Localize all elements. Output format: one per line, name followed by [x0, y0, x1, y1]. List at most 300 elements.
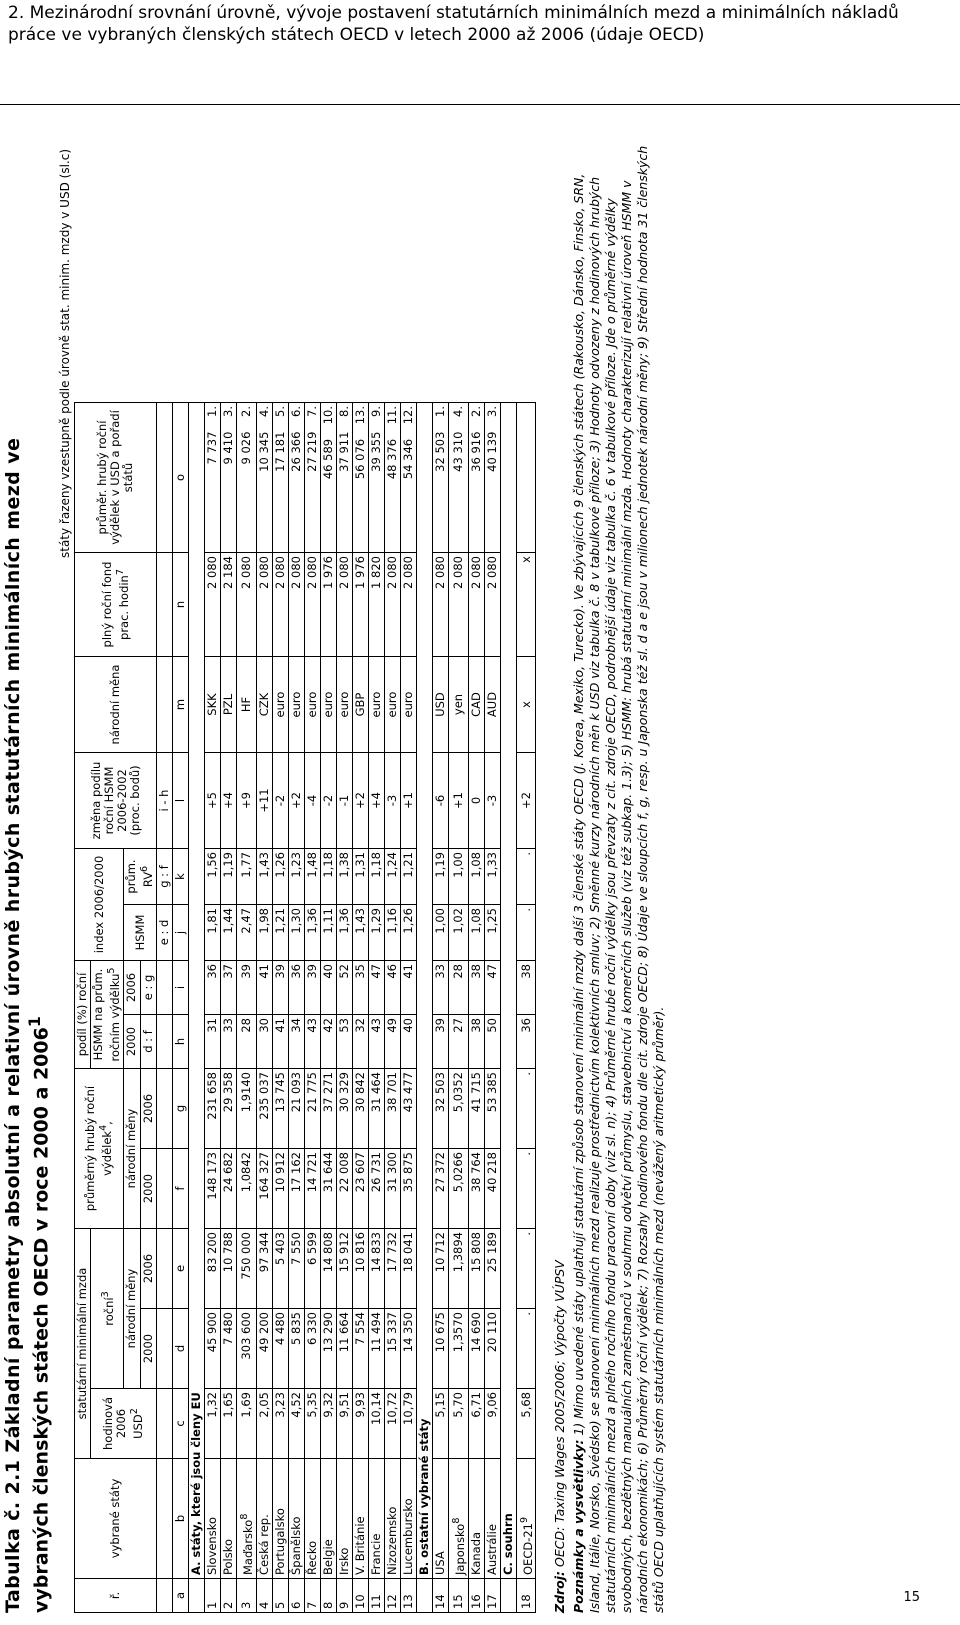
table-cell: 2 080 [400, 553, 416, 657]
th-share-sub: HSMM na prům. ročním výdělku$^5$ [91, 961, 124, 1069]
column-letter: a [172, 1579, 188, 1613]
table-row [368, 403, 384, 1613]
table-row [236, 403, 256, 1613]
table-cell: 24 682 [220, 1149, 236, 1229]
th-currency: národní měna [75, 657, 157, 753]
table-cell: 56 076 13. [352, 403, 368, 553]
table-cell: 1,69 [236, 1389, 256, 1459]
th-states: vybrané státy [75, 1459, 157, 1579]
table-cell: +4 [220, 753, 236, 849]
th-mw-group: statutární minimální mzda [75, 1229, 91, 1459]
table-cell: 1,24 [384, 849, 400, 905]
table-cell: euro [288, 657, 304, 753]
table-cell: 1 976 [320, 553, 336, 657]
table-cell: 303 600 [236, 1309, 256, 1389]
table-cell: 53 385 [484, 1069, 500, 1149]
table-cell: 46 [384, 961, 400, 1015]
table-cell: 2 080 [336, 553, 352, 657]
table-cell: CAD [468, 657, 484, 753]
table-cell: -4 [304, 753, 320, 849]
table-cell: 1,3894 [448, 1229, 468, 1309]
table-cell: . [516, 1229, 536, 1309]
table-cell: 31 464 [368, 1069, 384, 1149]
table-cell: 2 080 [448, 553, 468, 657]
table-cell: 15 808 [468, 1229, 484, 1309]
table-cell: 20 110 [484, 1309, 500, 1389]
column-letter: k [172, 849, 188, 905]
table-cell: 6 599 [304, 1229, 320, 1309]
table-cell: 40 [320, 961, 336, 1015]
th-index-group: index 2006/2000 [75, 849, 124, 961]
table-cell: 43 [368, 1015, 384, 1069]
table-cell: 1,21 [272, 905, 288, 961]
state-name: Belgie [320, 1459, 336, 1579]
th-annual-2006: 2006 [140, 1229, 156, 1309]
table-cell: +2 [516, 753, 536, 849]
th-share-group: podíl (%) roční [75, 961, 91, 1069]
table-cell: 1,26 [272, 849, 288, 905]
table-cell: 30 329 [336, 1069, 352, 1149]
table-cell: 2 080 [288, 553, 304, 657]
table-cell: 2 080 [272, 553, 288, 657]
table-cell: 2 080 [204, 553, 220, 657]
table-cell: 48 376 11. [384, 403, 400, 553]
table-row [468, 403, 484, 1613]
row-number: 17 [484, 1579, 500, 1613]
table-cell: 1,19 [432, 849, 448, 905]
table-cell: 83 200 [204, 1229, 220, 1309]
table-cell: HF [236, 657, 256, 753]
table-row [220, 403, 236, 1613]
state-name: OECD-$21^9$ [516, 1459, 536, 1579]
table-cell: 1,18 [368, 849, 384, 905]
table-cell: 41 [272, 1015, 288, 1069]
table-cell: -3 [484, 753, 500, 849]
row-number: 7 [304, 1579, 320, 1613]
section-title: B. ostatní vybrané státy [416, 403, 432, 1579]
table-cell: yen [448, 657, 468, 753]
column-letter: l [172, 753, 188, 849]
table-cell: 1,77 [236, 849, 256, 905]
th-formula-ed: e : d [156, 905, 172, 961]
state-name: Kanada [468, 1459, 484, 1579]
table-cell: +4 [368, 753, 384, 849]
table-row [384, 403, 400, 1613]
notes-paragraph: Poznámky a vysvětlivky: 1) Mimo uvedené státy uplatňují statutární způsob stanovení minimální mzdy další 3 členské státy OECD (J. Korea, Mexiko, Turecko). Ve zbývajících 9 členských státech (Rakousko, Dánsko, Finsko, SRN, Island, Itálie, Norsko, Švédsko) se stanovení minimálních mezd realizuje prostřednictvím kolektivních smluv; 2) Směnné kurzy národních měn k USD viz tabulka č. 8 v tabulkové příloze; 3) Hodnoty odvozeny z hodinových hrubých statutárních minimálních mezd a plného ročního fondu pracovní doby (viz sl. n); 4) Průměrné hrubé roční výdělky jsou převzaty z cit. zdroje OECD, podrobnější údaje viz tabulka č. 6 v tabulkové příloze. Jde o průměrné výdělky svobodných, bezdětných manuálních zaměstnanců v souhrnu odvětví průmyslu, stavebnictví a komerčních služeb (viz též subkap. 1.3); 5) HSMM: hrubá statutární minimální mzda. Hodnoty charakterizují relativní úroveň HSMM v národních ekonomikách; 6) Průměrný roční výdělek; 7) Rozsahy hodinového fondu dle cit. zdroje OECD; 8) Údaje ve sloupcích f, g, resp. u Japonska též sl. d a e jsou v milionech jednotek národní měny; 9) Střední hodnota 31 členských států OECD uplatňujících systém statutárních minimálních mezd (nevážený aritmetický průměr). [571, 145, 667, 1613]
table-cell: +2 [288, 753, 304, 849]
row-number: 12 [384, 1579, 400, 1613]
table-cell: 5,35 [304, 1389, 320, 1459]
table-cell: 1,30 [288, 905, 304, 961]
table-cell: . [516, 1069, 536, 1149]
table-cell: 14 808 [320, 1229, 336, 1309]
table-cell: 1,02 [448, 905, 468, 961]
th-fund: plný roční fond prac. hodin$^7$ [75, 553, 157, 657]
th-avg-2000: 2000 [140, 1149, 156, 1229]
table-cell: 1,3570 [448, 1309, 468, 1389]
table-cell: 231 658 [204, 1069, 220, 1149]
table-cell: 36 [204, 961, 220, 1015]
table-cell: 45 900 [204, 1309, 220, 1389]
table-cell: 38 764 [468, 1149, 484, 1229]
table-cell: 6,71 [468, 1389, 484, 1459]
table-cell: 10 712 [432, 1229, 448, 1309]
table-cell: 1,43 [256, 849, 272, 905]
row-number: 4 [256, 1579, 272, 1613]
table-cell: 10 912 [272, 1149, 288, 1229]
table-cell: 39 [272, 961, 288, 1015]
table-cell: 17 732 [384, 1229, 400, 1309]
table-cell: 7 737 1. [204, 403, 220, 553]
table-cell: 9 026 2. [236, 403, 256, 553]
row-number: 14 [432, 1579, 448, 1613]
table-cell: 1,36 [304, 905, 320, 961]
table-cell: 38 [516, 961, 536, 1015]
table-cell: 32 [352, 1015, 368, 1069]
table-cell: 14 690 [468, 1309, 484, 1389]
sort-note: státy řazeny vzestupně podle úrovně stat. minim. mzdy v USD (sl.c) [58, 149, 73, 558]
table-cell: 2 080 [236, 553, 256, 657]
table-row [336, 403, 352, 1613]
table-cell: 5 835 [288, 1309, 304, 1389]
table-cell: 1,21 [400, 849, 416, 905]
table-cell: 37 271 [320, 1069, 336, 1149]
column-letter: g [172, 1069, 188, 1149]
rotated-content [0, 125, 920, 1625]
table-cell: 35 875 [400, 1149, 416, 1229]
table-cell: 5 403 [272, 1229, 288, 1309]
table-cell: 1,29 [368, 905, 384, 961]
table-cell: 750 000 [236, 1229, 256, 1309]
table-cell: 1,25 [484, 905, 500, 961]
table-cell: AUD [484, 657, 500, 753]
table-row [272, 403, 288, 1613]
table-cell: 2,05 [256, 1389, 272, 1459]
th-share-2006: 2006 [124, 961, 140, 1015]
table-cell: 10,14 [368, 1389, 384, 1459]
state-name: Austrálie [484, 1459, 500, 1579]
state-name: Lucembursko [400, 1459, 416, 1579]
table-cell: 42 [320, 1015, 336, 1069]
table-cell: 5,0266 [448, 1149, 468, 1229]
th-annual-2000: 2000 [140, 1309, 156, 1389]
table-cell: 5,15 [432, 1389, 448, 1459]
state-name: Maďarsko$^8$ [236, 1459, 256, 1579]
table-cell: 7 550 [288, 1229, 304, 1309]
table-cell: 1,98 [256, 905, 272, 961]
row-number: 8 [320, 1579, 336, 1613]
table-row [304, 403, 320, 1613]
table-cell: 5,0352 [448, 1069, 468, 1149]
table-cell: euro [272, 657, 288, 753]
table-cell: 2 184 [220, 553, 236, 657]
table-cell: 49 200 [256, 1309, 272, 1389]
column-letter: b [172, 1459, 188, 1579]
table-cell: 14 350 [400, 1309, 416, 1389]
table-cell: 30 842 [352, 1069, 368, 1149]
table-cell: 9 410 3. [220, 403, 236, 553]
state-name: Řecko [304, 1459, 320, 1579]
table-cell: 28 [236, 1015, 256, 1069]
table-cell: 34 [288, 1015, 304, 1069]
table-cell: +1 [400, 753, 416, 849]
column-letter: i [172, 961, 188, 1015]
table-cell: . [516, 1149, 536, 1229]
table-cell: +11 [256, 753, 272, 849]
section-title: C. souhrn [500, 403, 516, 1579]
table-cell: 4 480 [272, 1309, 288, 1389]
section-row [188, 403, 204, 1613]
caption-line-1: Tabulka č. 2.1 Základní parametry absolutní a relativní úrovně hrubých statutárních minimálních mezd ve [2, 437, 24, 1613]
table-cell: 7 554 [352, 1309, 368, 1389]
table-cell: 41 715 [468, 1069, 484, 1149]
table-cell: 14 721 [304, 1149, 320, 1229]
row-number: 18 [516, 1579, 536, 1613]
table-cell: 1,00 [448, 849, 468, 905]
column-letter-row [172, 403, 188, 1613]
th-formula-df: d : f [140, 1015, 156, 1069]
heading-rule [0, 104, 960, 105]
column-letter: c [172, 1389, 188, 1459]
table-cell: 29 358 [220, 1069, 236, 1149]
table-cell: 1,36 [336, 905, 352, 961]
table-row [432, 403, 448, 1613]
table-cell: 37 [220, 961, 236, 1015]
table-cell: 1,00 [432, 905, 448, 961]
table-cell: 10 345 4. [256, 403, 272, 553]
table-cell: GBP [352, 657, 368, 753]
table-cell: 22 008 [336, 1149, 352, 1229]
table-cell: 39 [304, 961, 320, 1015]
table-cell: 10 816 [352, 1229, 368, 1309]
table-cell: 15 337 [384, 1309, 400, 1389]
table-cell: 1,31 [352, 849, 368, 905]
table-cell: 1,0842 [236, 1149, 256, 1229]
table-cell: 47 [368, 961, 384, 1015]
table-cell: 53 [336, 1015, 352, 1069]
data-table [74, 402, 536, 1613]
table-cell: 4,52 [288, 1389, 304, 1459]
row-number: 5 [272, 1579, 288, 1613]
table-cell: 27 372 [432, 1149, 448, 1229]
th-avg-2006: 2006 [140, 1069, 156, 1149]
th-formula-gf: g : f [156, 849, 172, 905]
table-cell: 1,32 [204, 1389, 220, 1459]
row-number: 15 [448, 1579, 468, 1613]
row-number: 13 [400, 1579, 416, 1613]
row-number: 16 [468, 1579, 484, 1613]
table-cell: 10 675 [432, 1309, 448, 1389]
table-cell: 33 [220, 1015, 236, 1069]
table-cell: 1,44 [220, 905, 236, 961]
table-cell: 1,16 [384, 905, 400, 961]
column-letter: h [172, 1015, 188, 1069]
table-cell: 50 [484, 1015, 500, 1069]
table-cell: 31 300 [384, 1149, 400, 1229]
table-cell: 148 173 [204, 1149, 220, 1229]
state-name: Japonsko$^8$ [448, 1459, 468, 1579]
table-cell: 36 [516, 1015, 536, 1069]
table-cell: +5 [204, 753, 220, 849]
table-cell: 36 916 2. [468, 403, 484, 553]
table-cell: 14 833 [368, 1229, 384, 1309]
table-cell: 13 745 [272, 1069, 288, 1149]
column-letter: m [172, 657, 188, 753]
th-change: změna podílu roční HSMM 2006-2002 (proc. bodů) [75, 753, 157, 849]
formula-row [156, 403, 172, 1613]
table-cell: 6 330 [304, 1309, 320, 1389]
table-cell: 49 [384, 1015, 400, 1069]
table-cell: 54 346 12. [400, 403, 416, 553]
table-row [256, 403, 272, 1613]
table-cell: 36 [288, 961, 304, 1015]
table-cell: 33 [432, 961, 448, 1015]
table-cell: euro [400, 657, 416, 753]
table-cell: 31 [204, 1015, 220, 1069]
table-caption [2, 125, 52, 1613]
table-cell: 97 344 [256, 1229, 272, 1309]
table-cell: 26 366 6. [288, 403, 304, 553]
table-cell: . [516, 1309, 536, 1389]
table-cell: 43 [304, 1015, 320, 1069]
state-name: Portugalsko [272, 1459, 288, 1579]
table-cell: 0 [468, 753, 484, 849]
table-cell: +9 [236, 753, 256, 849]
table-cell: 2 080 [256, 553, 272, 657]
row-number: 10 [352, 1579, 368, 1613]
table-row [484, 403, 500, 1613]
table-cell: 15 912 [336, 1229, 352, 1309]
table-body [188, 403, 535, 1613]
table-row [320, 403, 336, 1613]
state-name: USA [432, 1459, 448, 1579]
table-cell: 40 [400, 1015, 416, 1069]
table-cell: -3 [384, 753, 400, 849]
section-title: A. státy, které jsou členy EU [188, 403, 204, 1579]
table-cell: 1,08 [468, 905, 484, 961]
state-name: Slovensko [204, 1459, 220, 1579]
table-cell: 17 162 [288, 1149, 304, 1229]
table-cell: 10,79 [400, 1389, 416, 1459]
row-number: 2 [220, 1579, 236, 1613]
table-cell: 1,18 [320, 849, 336, 905]
table-cell: x [516, 657, 536, 753]
table-cell: 10,72 [384, 1389, 400, 1459]
table-cell: 9,93 [352, 1389, 368, 1459]
table-cell: 46 589 10. [320, 403, 336, 553]
table-row [400, 403, 416, 1613]
column-letter: j [172, 905, 188, 961]
section-row [500, 403, 516, 1613]
table-cell: . [516, 905, 536, 961]
table-cell: 30 [256, 1015, 272, 1069]
table-cell [516, 403, 536, 553]
table-cell: . [516, 849, 536, 905]
table-row [352, 403, 368, 1613]
table-cell: 25 189 [484, 1229, 500, 1309]
table-cell: 18 041 [400, 1229, 416, 1309]
table-cell: 38 [468, 961, 484, 1015]
table-cell: 43 310 4. [448, 403, 468, 553]
column-letter: e [172, 1229, 188, 1309]
table-cell: 5,70 [448, 1389, 468, 1459]
table-cell: +1 [448, 753, 468, 849]
state-name: Česká rep. [256, 1459, 272, 1579]
table-cell: 47 [484, 961, 500, 1015]
table-cell: 7 480 [220, 1309, 236, 1389]
table-cell: 2 080 [304, 553, 320, 657]
table-cell: 1,33 [484, 849, 500, 905]
table-cell: 1,9140 [236, 1069, 256, 1149]
row-number: 11 [368, 1579, 384, 1613]
th-avg-group: průměrný hrubý roční výdělek$^4$, [75, 1069, 124, 1229]
table-cell: 1,38 [336, 849, 352, 905]
table-cell: -2 [272, 753, 288, 849]
table-cell: -1 [336, 753, 352, 849]
row-number: 1 [204, 1579, 220, 1613]
table-cell: 1,48 [304, 849, 320, 905]
row-number: 6 [288, 1579, 304, 1613]
table-cell: 1 820 [368, 553, 384, 657]
table-cell: 21 093 [288, 1069, 304, 1149]
column-letter: o [172, 403, 188, 553]
table-cell: SKK [204, 657, 220, 753]
table-cell: 2 080 [432, 553, 448, 657]
table-cell: 3,23 [272, 1389, 288, 1459]
th-prum-rv: prům. $RV^6$ [124, 849, 157, 905]
table-cell: 11 664 [336, 1309, 352, 1389]
th-r: ř. [75, 1579, 157, 1613]
table-cell: 37 911 8. [336, 403, 352, 553]
section-heading: 2. Mezinárodní srovnání úrovně, vývoje postavení statutárních minimálních mezd a minimálních nákladů práce ve vybraných členských státech OECD v letech 2000 až 2006 (údaje OECD) [8, 3, 899, 45]
table-cell: 9,51 [336, 1389, 352, 1459]
table-cell: 39 355 9. [368, 403, 384, 553]
table-cell: 11 494 [368, 1309, 384, 1389]
table-cell: 1,65 [220, 1389, 236, 1459]
state-name: Polsko [220, 1459, 236, 1579]
table-cell: 28 [448, 961, 468, 1015]
table-cell: USD [432, 657, 448, 753]
table-cell: 26 731 [368, 1149, 384, 1229]
th-formula-eg: e : g [140, 961, 156, 1015]
state-name: Španělsko [288, 1459, 304, 1579]
table-cell: x [516, 553, 536, 657]
table-cell: +2 [352, 753, 368, 849]
table-cell: 32 503 1. [432, 403, 448, 553]
table-cell: 164 327 [256, 1149, 272, 1229]
row-number: 3 [236, 1579, 256, 1613]
table-row [516, 403, 536, 1613]
caption-line-2: vybraných členských státech OECD v roce 2000 a 2006$^1$ [25, 1016, 53, 1613]
th-share-2000: 2000 [124, 1015, 140, 1069]
table-cell: 1,43 [352, 905, 368, 961]
table-cell: euro [368, 657, 384, 753]
source-line: Zdroj: OECD: Taxing Wages 2005/2006; Výpočty VÚPSV [552, 1260, 568, 1613]
table-cell: 41 [400, 961, 416, 1015]
table-cell: 40 139 3. [484, 403, 500, 553]
th-avg-natcur: národní měny [124, 1069, 140, 1229]
column-letter: n [172, 553, 188, 657]
table-row [288, 403, 304, 1613]
table-cell: 1,26 [400, 905, 416, 961]
table-cell: 2 080 [484, 553, 500, 657]
table-cell: 40 218 [484, 1149, 500, 1229]
state-name: Francie [368, 1459, 384, 1579]
table-cell: 2 080 [468, 553, 484, 657]
table-cell: 43 477 [400, 1069, 416, 1149]
table-cell: 9,32 [320, 1389, 336, 1459]
table-cell: 38 [468, 1015, 484, 1069]
